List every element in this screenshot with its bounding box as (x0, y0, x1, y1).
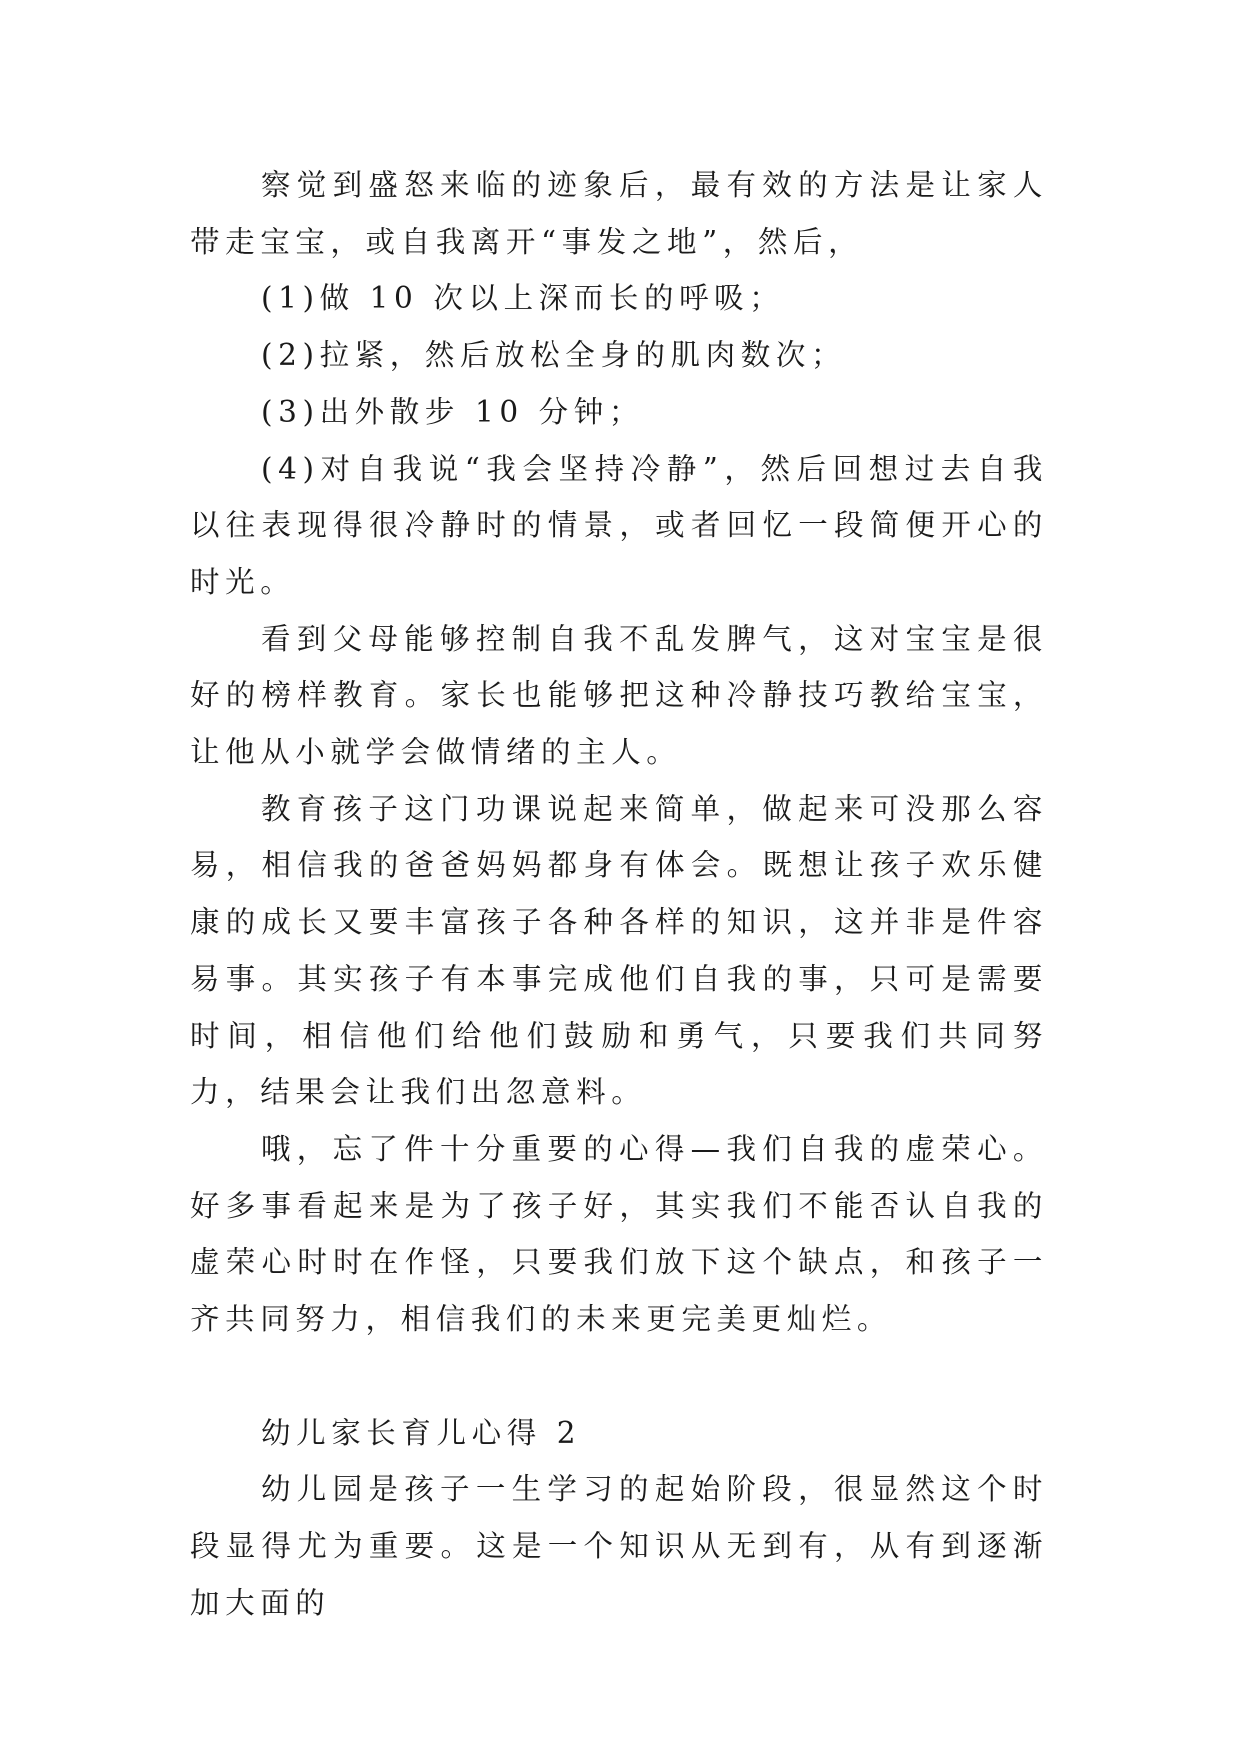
paragraph-calm-methods-intro: 察觉到盛怒来临的迹象后，最有效的方法是让家人带走宝宝，或自我离开“事发之地”，然后， (190, 168, 1048, 259)
paragraph-role-model: 看到父母能够控制自我不乱发脾气，这对宝宝是很好的榜样教育。家长也能够把这种冷静技巧教给宝宝，让他从小就学会做情绪的主人。 (190, 621, 1048, 770)
paragraph-kindergarten: 幼儿园是孩子一生学习的起始阶段，很显然这个时段显得尤为重要。这是一个知识从无到有，从有到逐渐加大面的 (190, 1472, 1048, 1620)
list-item-walk: (3)出外散步 10 分钟； (261, 394, 644, 429)
list-item-muscle-relax: (2)拉紧，然后放松全身的肌肉数次； (261, 338, 847, 373)
list-item-self-talk: (4)对自我说“我会坚持冷静”，然后回想过去自我以往表现得很冷静时的情景，或者回忆一段简便开心的时光。 (190, 451, 1048, 599)
paragraph-education-effort: 教育孩子这门功课说起来简单，做起来可没那么容易，相信我的爸爸妈妈都身有体会。既想让孩子欢乐健康的成长又要丰富孩子各种各样的知识，这并非是件容易事。其实孩子有本事完成他们自我的事，只可是需要时间，相信他们给他们鼓励和勇气，只要我们共同努力，结果会让我们出忽意料。 (190, 791, 1048, 1110)
section-title: 幼儿家长育儿心得 2 (261, 1415, 582, 1450)
paragraph-vanity: 哦，忘了件十分重要的心得—我们自我的虚荣心。好多事看起来是为了孩子好，其实我们不能否认自我的虚荣心时时在作怪，只要我们放下这个缺点，和孩子一齐共同努力，相信我们的未来更完美更灿烂。 (190, 1131, 1048, 1337)
list-item-breathing: (1)做 10 次以上深而长的呼吸； (261, 281, 785, 316)
document-body (190, 157, 1048, 1632)
